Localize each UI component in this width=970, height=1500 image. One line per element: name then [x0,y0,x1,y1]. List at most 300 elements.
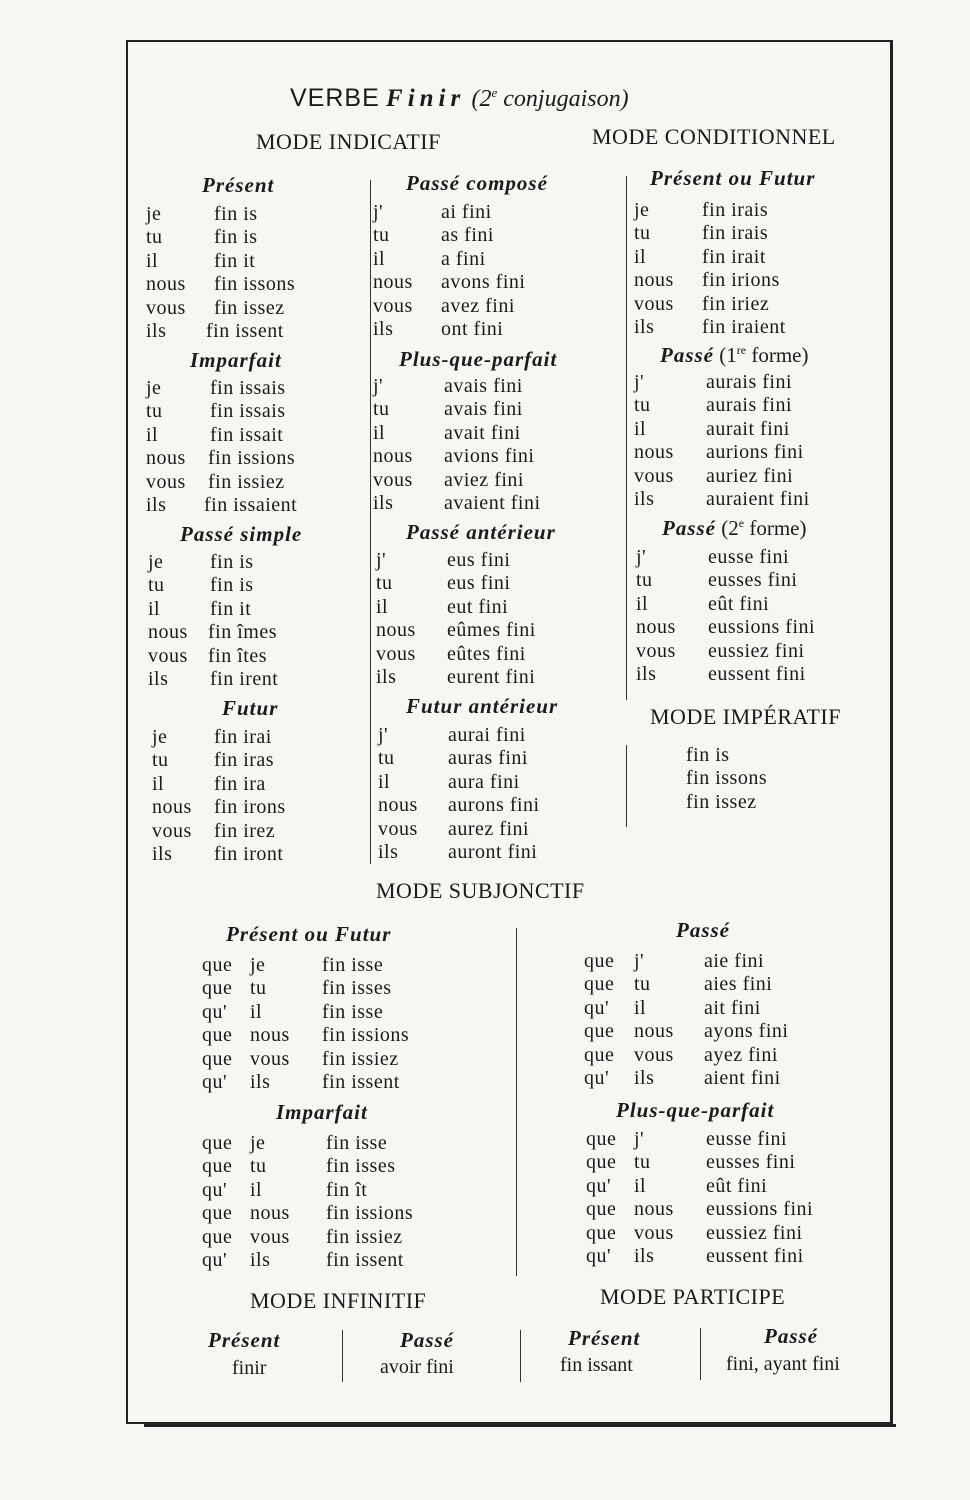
que: qu' [202,1248,228,1271]
pronoun: nous [250,1202,290,1225]
table-row [202,1202,413,1225]
table-row [146,226,295,249]
tense-present-infinitif: Présent [208,1328,281,1352]
verb-form: ayez fini [704,1043,778,1066]
table-row [378,724,540,747]
table-row [584,997,788,1020]
divider-subjonctif [516,928,517,1276]
pronoun: il [634,996,647,1019]
tense-form-pre: (1 [714,343,737,367]
tense-present-conditionnel: Présent ou Futur [650,166,816,190]
divider-infinitif [342,1330,343,1382]
verb-form: fin isse [326,1132,388,1154]
pronoun: ils [373,317,394,340]
pronoun: nous [250,1024,290,1047]
table-row [378,771,540,794]
pronoun: j' [378,724,389,746]
tense-imparfait-subjonctif: Imparfait [276,1100,368,1124]
que: que [202,977,233,1000]
tense-passe-compose: Passé composé [406,171,548,195]
tense-form-post: forme) [744,516,807,540]
pronoun: tu [636,569,653,592]
pronoun: nous [373,271,413,294]
que: que [586,1151,617,1174]
tense-passe-participe: Passé [764,1324,818,1348]
conj-present-subjonctif [202,954,409,1094]
verb-form: avait fini [444,421,521,444]
pronoun: je [250,1132,266,1154]
table-row [202,1048,409,1071]
verb-form: eurent fini [447,665,536,688]
pronoun: j' [634,950,645,972]
verb-form: fin iras [214,749,275,772]
verb-form: eusses fini [706,1151,796,1174]
pronoun: tu [146,226,163,249]
verb-form: fin iraient [702,315,786,338]
table-row [373,318,525,341]
verb-form: fin ît [326,1178,368,1201]
table-row [634,488,810,511]
conj-passe-2-conditionnel [636,546,815,686]
verb-form: fin it [210,597,252,620]
pronoun: ils [634,1066,655,1089]
divider-indicatif [370,180,371,864]
verb-form: fin irais [702,199,769,221]
table-row [202,1226,413,1249]
pronoun: ils [148,667,169,690]
divider-infinitif-participe [520,1330,521,1382]
table-row [584,1044,788,1067]
pronoun: vous [634,292,674,315]
verb-form: fin issiez [322,1047,399,1070]
table-row [634,293,786,316]
conj-passe-compose [373,201,525,341]
pronoun: nous [373,445,413,468]
table-row [634,418,810,441]
table-row [584,1067,788,1090]
verb-form: avais fini [444,398,523,421]
verb-form: aurait fini [706,417,790,440]
pronoun: nous [146,273,186,296]
table-row [686,767,767,790]
verb-form: fin irent [210,667,279,690]
tense-present-participe: Présent [568,1326,641,1350]
verb-form: ai fini [441,201,492,223]
table-row [202,1001,409,1024]
table-row [148,668,278,691]
table-row [378,818,540,841]
que: que [202,1225,233,1248]
table-row [584,1020,788,1043]
verb-form: fin issons [214,273,296,296]
table-row [373,248,525,271]
pronoun: il [634,417,647,440]
pronoun: tu [378,747,395,770]
title-conj-post: conjugaison) [497,86,629,112]
frame-shadow-right [890,44,893,1426]
pronoun: ils [250,1070,271,1093]
table-row [202,977,409,1000]
pronoun: ils [634,1244,655,1267]
verb-form: fin iriez [702,292,770,315]
pronoun: tu [634,1151,651,1174]
verb-form: fin isse [322,954,384,976]
verb-form: fin is [210,551,254,573]
verb-form: fin îmes [208,621,277,644]
table-row [152,796,286,819]
pronoun: vous [373,468,413,491]
pronoun: il [152,772,165,795]
pronoun: j' [373,201,384,223]
table-row [376,572,536,595]
table-row [146,494,297,517]
table-row [148,645,278,668]
verb-form: fin irais [702,222,769,245]
pronoun: vous [146,296,186,319]
pronoun: tu [373,398,390,421]
table-row [634,465,810,488]
table-row [378,841,540,864]
verb-form: as fini [441,224,494,247]
table-row [146,377,297,400]
table-row [586,1245,813,1268]
verb-form: fin irait [702,245,766,268]
mode-infinitif-heading: MODE INFINITIF [250,1288,427,1313]
conj-passe-anterieur [376,549,536,689]
table-row [152,843,286,866]
table-row [376,619,536,642]
table-row [202,1249,413,1272]
verb-form: fin is [210,574,254,597]
tense-name: Passé [662,516,716,540]
table-row [634,394,810,417]
pronoun: ils [634,487,655,510]
tense-present-subjonctif: Présent ou Futur [226,922,392,946]
conj-present-indicatif [146,203,295,343]
divider-imperatif [626,745,627,827]
table-row [373,445,541,468]
conj-plus-que-parfait-subjonctif [586,1128,813,1268]
table-row [148,621,278,644]
que: qu' [202,1000,228,1023]
table-row [636,663,815,686]
pronoun: ils [378,840,399,863]
table-row [146,273,295,296]
pronoun: ils [250,1248,271,1271]
tense-passe-subjonctif: Passé [676,918,730,942]
table-row [152,726,286,749]
table-row [202,1024,409,1047]
pronoun: tu [634,222,651,245]
table-row [586,1222,813,1245]
table-row [146,250,295,273]
conj-passe-1-conditionnel [634,371,810,511]
table-row [586,1128,813,1151]
verb-form: fin ira [214,772,266,795]
tense-name: Passé [660,343,714,367]
verb-form: a fini [441,247,486,270]
participe-passe-value: fini, ayant fini [726,1353,840,1375]
table-row [686,791,767,814]
verb-form: eusse fini [708,546,790,568]
verb-form: fin issiez [208,470,285,493]
verb-form: eussiez fini [706,1221,803,1244]
que: que [584,950,615,972]
verb-form: fin issais [210,400,286,423]
pronoun: j' [376,549,387,571]
mode-conditionnel-heading: MODE CONDITIONNEL [592,124,836,149]
que: que [584,1020,615,1043]
tense-form-sup: e [738,516,745,530]
verb-form: fin issez [214,296,285,319]
pronoun: vous [376,642,416,665]
title-conjugation [471,86,628,112]
verb-form: fin irions [702,269,780,292]
pronoun: tu [373,224,390,247]
table-row [148,574,278,597]
table-row [634,246,786,269]
verb-form: eussent fini [706,1244,804,1267]
verb-form: fin it [214,249,256,272]
pronoun: nous [148,621,188,644]
verb-form: fin issez [686,790,757,813]
pronoun: nous [152,796,192,819]
pronoun: tu [634,973,651,996]
verb-form: ait fini [704,996,761,1019]
table-row [202,1179,413,1202]
tense-passe-1-conditionnel [660,343,808,368]
pronoun: il [373,421,386,444]
conj-futur [152,726,286,866]
pronoun: nous [634,1198,674,1221]
pronoun: nous [376,619,416,642]
verb-form: eussions fini [706,1198,814,1221]
verb-form: fin issent [326,1248,404,1271]
pronoun: tu [152,749,169,772]
verb-form: fin isses [326,1155,396,1178]
tense-passe-2-conditionnel [662,516,806,541]
pronoun: il [146,423,159,446]
conj-imperatif [686,744,767,814]
verb-form: auriez fini [706,464,794,487]
table-row [634,441,810,464]
pronoun: vous [634,1221,674,1244]
verb-form: avions fini [444,445,535,468]
table-row [636,569,815,592]
que: qu' [586,1174,612,1197]
verb-form: eûmes fini [447,619,536,642]
pronoun: je [146,377,162,399]
pronoun: il [146,249,159,272]
table-row [373,422,541,445]
verb-form: eûtes fini [447,642,526,665]
verb-form: aura fini [448,770,520,793]
table-row [202,1071,409,1094]
pronoun: j' [634,1128,645,1150]
pronoun: je [634,199,650,221]
pronoun: vous [373,294,413,317]
table-row [584,950,788,973]
table-row [634,269,786,292]
verb-form: eusses fini [708,569,798,592]
pronoun: j' [636,546,647,568]
verb-form: ont fini [441,317,504,340]
table-row [586,1151,813,1174]
pronoun: ils [152,842,173,865]
table-row [586,1198,813,1221]
tense-form-post: forme) [746,343,809,367]
verb-form: eusse fini [706,1128,788,1150]
verb-form: fin is [214,203,258,225]
tense-futur: Futur [222,696,279,720]
table-row [373,201,525,224]
verb-form: fin issions [326,1202,414,1225]
table-row [373,224,525,247]
table-row [636,593,815,616]
table-row [373,469,541,492]
pronoun: il [634,1174,647,1197]
verb-form: aie fini [704,950,765,972]
infinitif-present-value: finir [232,1357,267,1379]
pronoun: ils [636,662,657,685]
table-row [202,954,409,977]
pronoun: j' [634,371,645,393]
tense-passe-simple: Passé simple [180,522,303,546]
pronoun: nous [634,269,674,292]
verb-form: aurais fini [706,371,793,393]
verb-form: fin issions [208,447,296,470]
pronoun: je [152,726,168,748]
table-row [373,295,525,318]
pronoun: nous [634,441,674,464]
pronoun: nous [636,616,676,639]
pronoun: ils [146,319,167,342]
conj-passe-simple [148,551,278,691]
table-row [373,492,541,515]
table-row [146,203,295,226]
pronoun: il [376,595,389,618]
verb-form: avons fini [441,271,526,294]
verb-form: aient fini [704,1066,781,1089]
table-row [636,546,815,569]
pronoun: il [250,1178,263,1201]
verb-form: eut fini [447,595,509,618]
tense-imparfait-indicatif: Imparfait [190,348,282,372]
pronoun: vous [250,1047,290,1070]
pronoun: vous [634,464,674,487]
que: qu' [584,1066,610,1089]
verb-form: fin issaient [204,493,298,516]
table-row [152,820,286,843]
pronoun: ils [373,491,394,514]
verb-form: fin is [686,744,730,766]
table-row [584,973,788,996]
mode-subjonctif-heading: MODE SUBJONCTIF [376,878,585,903]
verb-form: fin issons [686,767,768,790]
table-row [146,297,295,320]
verb-form: eût fini [708,592,770,615]
conj-futur-anterieur [378,724,540,864]
pronoun: tu [376,572,393,595]
verb-form: auront fini [448,840,538,863]
frame-shadow-bottom [144,1424,896,1427]
pronoun: vous [152,819,192,842]
pronoun: tu [634,394,651,417]
table-row [376,666,536,689]
pronoun: je [148,551,164,573]
verb-form: fin îtes [208,644,267,667]
pronoun: il [378,770,391,793]
table-row [202,1132,413,1155]
title-verb: Finir [386,85,466,112]
table-row [146,424,297,447]
conj-passe-subjonctif [584,950,788,1090]
conj-plus-que-parfait-indicatif [373,375,541,515]
verb-form: eus fini [447,572,511,595]
pronoun: vous [148,644,188,667]
verb-form: fin is [214,226,258,249]
table-row [378,747,540,770]
verb-form: aurais fini [706,394,793,417]
verb-form: fin isses [322,977,392,1000]
table-row [146,400,297,423]
verb-form: fin irons [214,796,286,819]
divider-conditionnel [626,176,627,700]
verb-form: eussent fini [708,662,806,685]
tense-present-indicatif: Présent [202,173,275,197]
verb-form: fin irez [214,819,276,842]
mode-imperatif-heading: MODE IMPÉRATIF [650,704,841,729]
verb-form: fin issions [322,1024,410,1047]
table-row [373,271,525,294]
verb-form: aviez fini [444,468,524,491]
table-row [202,1155,413,1178]
verb-form: avais fini [444,375,523,397]
table-row [146,447,297,470]
table-row [634,371,810,394]
verb-form: fin iront [214,842,284,865]
pronoun: tu [250,977,267,1000]
mode-indicatif-heading: MODE INDICATIF [256,129,441,154]
verb-form: fin issais [210,377,286,399]
tense-passe-anterieur: Passé antérieur [406,520,556,544]
table-row [634,316,786,339]
tense-plus-que-parfait-indicatif: Plus-que-parfait [399,347,558,371]
que: que [586,1198,617,1221]
que: qu' [584,996,610,1019]
verb-form: ayons fini [704,1020,789,1043]
title-verbe: VERBE [290,84,380,112]
pronoun: il [373,247,386,270]
table-row [634,222,786,245]
verb-form: aurai fini [448,724,526,746]
verb-form: eût fini [706,1174,768,1197]
table-row [634,199,786,222]
table-row [152,773,286,796]
pronoun: ils [634,315,655,338]
table-row [376,643,536,666]
pronoun: vous [634,1043,674,1066]
que: qu' [202,1178,228,1201]
tense-form-pre: (2 [716,516,739,540]
conj-present-conditionnel [634,199,786,339]
pronoun: nous [146,447,186,470]
table-row [146,320,295,343]
table-row [373,398,541,421]
que: que [202,1132,233,1154]
table-row [373,375,541,398]
table-row [376,549,536,572]
